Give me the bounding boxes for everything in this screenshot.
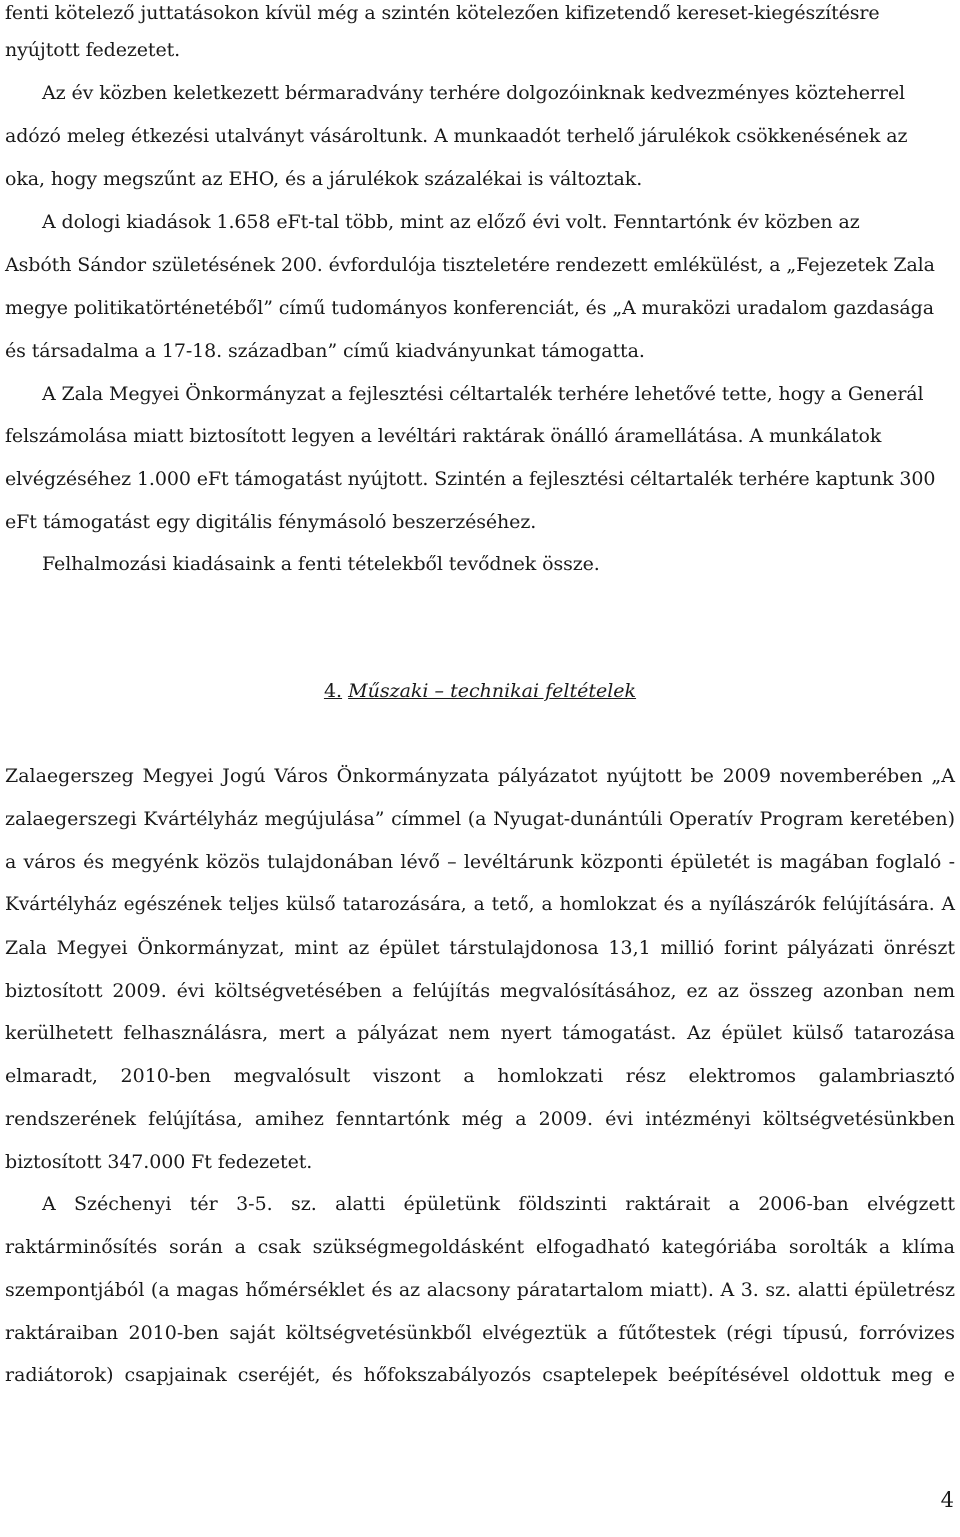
section-number: 4. — [323, 680, 343, 702]
paragraph-line: raktárminősítés során a csak szükségmegoldásként elfogadható kategóriába sorolták a klíma — [5, 1236, 955, 1258]
section-heading — [0, 680, 960, 702]
paragraph-line: adózó meleg étkezési utalványt vásároltunk. A munkaadót terhelő járulékok csökkenésének az — [5, 125, 908, 147]
paragraph-line: elmaradt, 2010-ben megvalósult viszont a homlokzati rész elektromos galambriasztó — [5, 1065, 955, 1087]
paragraph-line: fenti kötelező juttatásokon kívül még a szintén kötelezően kifizetendő kereset-kiegészítésre — [5, 2, 880, 24]
paragraph-line: biztosított 347.000 Ft fedezetet. — [5, 1151, 313, 1173]
paragraph-line: oka, hogy megszűnt az EHO, és a járulékok százalékai is változtak. — [5, 168, 643, 190]
section-title: Műszaki – technikai feltételek — [348, 680, 637, 702]
paragraph-line: szempontjából (a magas hőmérséklet és az alacsony páratartalom miatt). A 3. sz. alatti épületrész — [5, 1279, 955, 1301]
paragraph-line: elvégzéséhez 1.000 eFt támogatást nyújtott. Szintén a fejlesztési céltartalék terhére kaptunk 300 — [5, 468, 936, 490]
page-number: 4 — [940, 1488, 954, 1512]
paragraph-line: Az év közben keletkezett bérmaradvány terhére dolgozóinknak kedvezményes közteherrel — [42, 82, 906, 104]
paragraph-line: és társadalma a 17-18. században” című kiadványunkat támogatta. — [5, 340, 645, 362]
paragraph-line: megye politikatörténetéből” című tudományos konferenciát, és „A muraközi uradalom gazdasága — [5, 297, 934, 319]
paragraph-line: kerülhetett felhasználásra, mert a pályázat nem nyert támogatást. Az épület külső tatarozása — [5, 1022, 955, 1044]
paragraph-line: raktáraiban 2010-ben saját költségvetésünkből elvégeztük a fűtőtestek (régi típusú, forróvizes — [5, 1322, 955, 1344]
paragraph-line: Asbóth Sándor születésének 200. évfordulója tiszteletére rendezett emlékülést, a „Fejezetek Zala — [5, 254, 935, 276]
paragraph-line: A dologi kiadások 1.658 eFt-tal több, mint az előző évi volt. Fenntartónk év közben az — [42, 211, 860, 233]
paragraph-line: eFt támogatást egy digitális fénymásoló beszerzéséhez. — [5, 511, 537, 533]
paragraph-line: Kvártélyház egészének teljes külső tatarozására, a tető, a homlokzat és a nyílászárók felújítására. A — [5, 894, 955, 915]
paragraph-line: zalaegerszegi Kvártélyház megújulása” címmel (a Nyugat-dunántúli Operatív Program keretében) — [5, 808, 955, 830]
paragraph-line: Zalaegerszeg Megyei Jogú Város Önkormányzata pályázatot nyújtott be 2009 novemberében „A — [5, 765, 955, 787]
paragraph-line: biztosított 2009. évi költségvetésében a felújítás megvalósításához, ez az összeg azonban nem — [5, 980, 955, 1002]
paragraph-line: a város és megyénk közös tulajdonában lévő – levéltárunk központi épületét is magában foglaló - — [5, 851, 955, 873]
paragraph-line: Felhalmozási kiadásaink a fenti tételekből tevődnek össze. — [42, 553, 600, 575]
paragraph-line: Zala Megyei Önkormányzat, mint az épület társtulajdonosa 13,1 millió forint pályázati önrészt — [5, 937, 955, 959]
paragraph-line: A Széchenyi tér 3-5. sz. alatti épületünk földszinti raktárait a 2006-ban elvégzett — [42, 1193, 955, 1215]
paragraph-line: rendszerének felújítása, amihez fenntartónk még a 2009. évi intézményi költségvetésünkben — [5, 1108, 955, 1130]
paragraph-line: A Zala Megyei Önkormányzat a fejlesztési céltartalék terhére lehetővé tette, hogy a Generál — [42, 383, 924, 405]
paragraph-line: nyújtott fedezetet. — [5, 39, 181, 61]
paragraph-line: felszámolása miatt biztosított legyen a levéltári raktárak önálló áramellátása. A munkálatok — [5, 425, 882, 447]
paragraph-line: radiátorok) csapjainak cseréjét, és hőfokszabályozós csaptelepek beépítésével oldottuk meg e — [5, 1364, 955, 1386]
